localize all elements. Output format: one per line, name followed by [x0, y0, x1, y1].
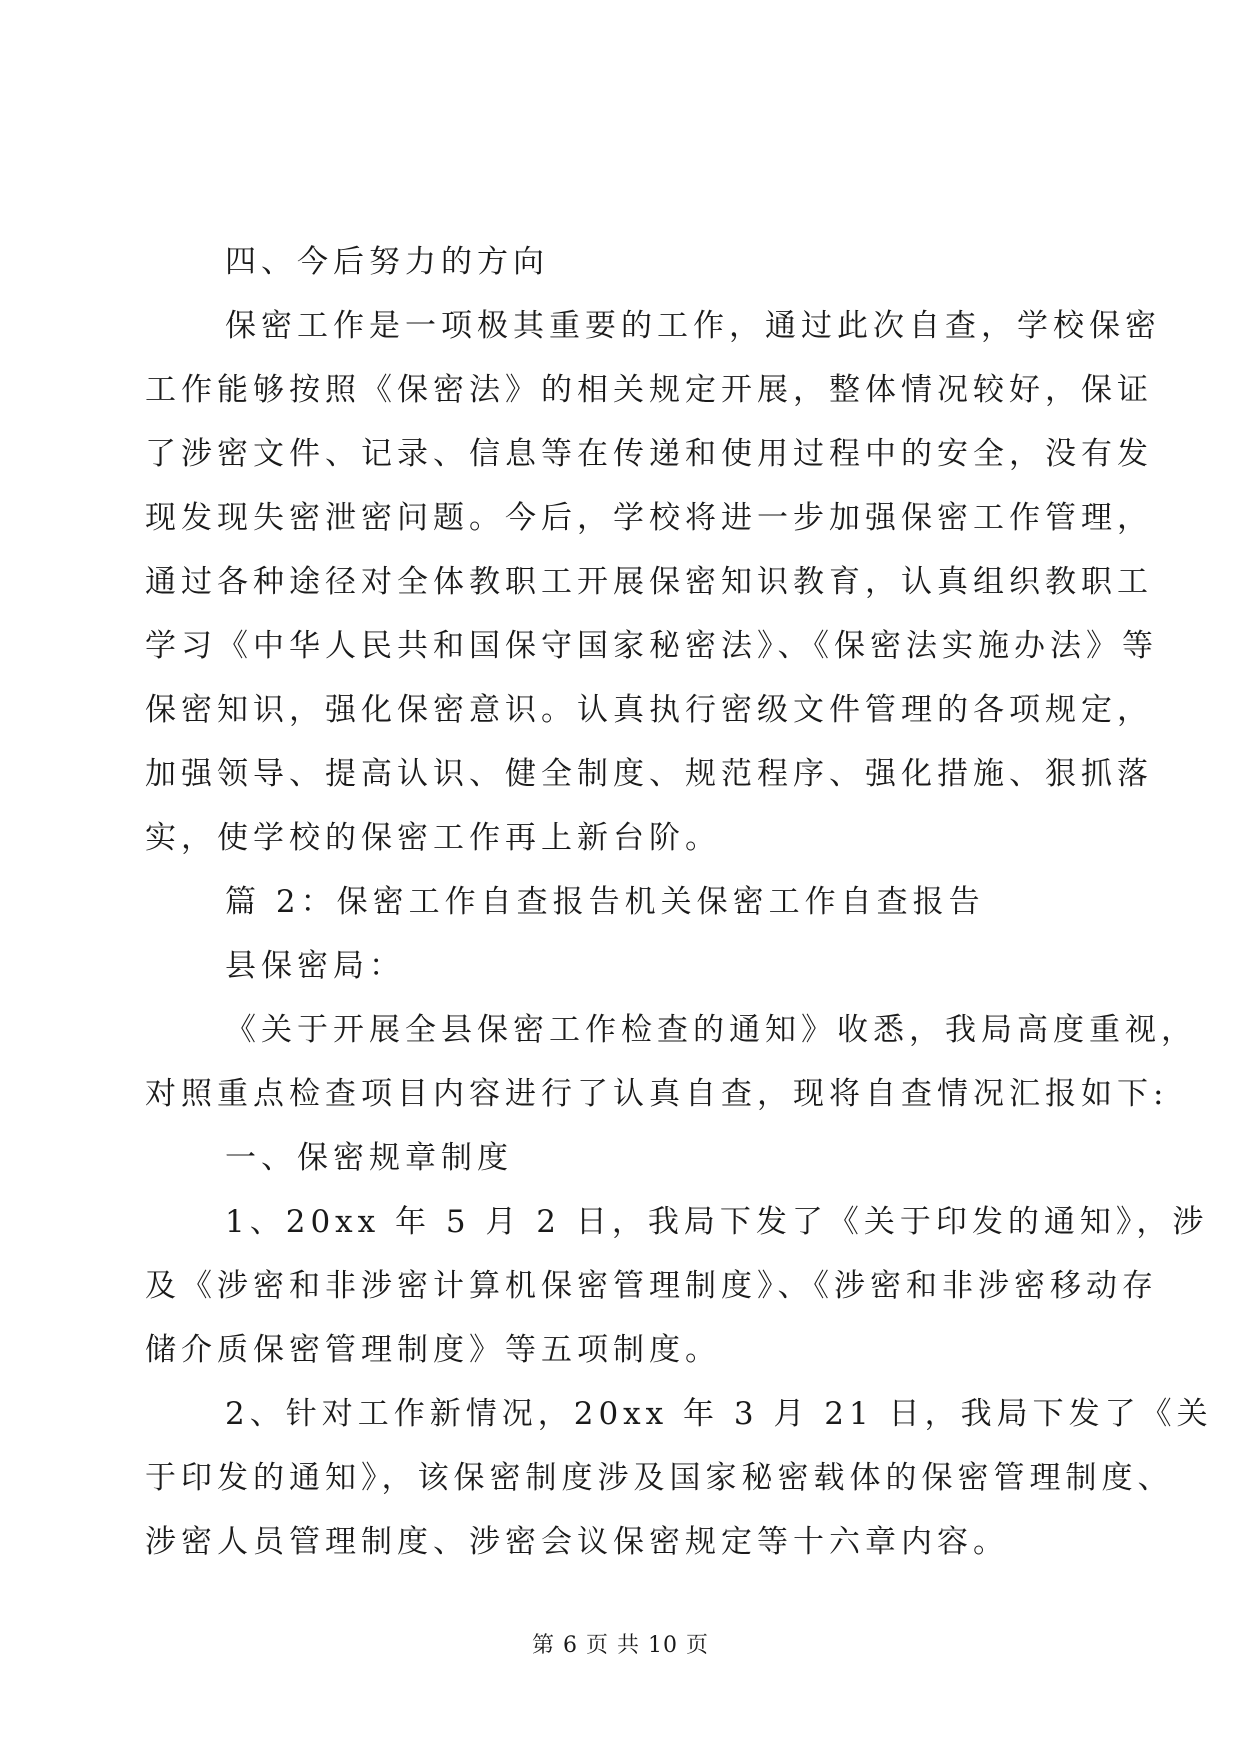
- paragraph-line: 通过各种途径对全体教职工开展保密知识教育，认真组织教职工: [145, 564, 1153, 600]
- paragraph-line: 现发现失密泄密问题。今后，学校将进一步加强保密工作管理，: [145, 500, 1153, 536]
- paragraph-line: 工作能够按照《保密法》的相关规定开展，整体情况较好，保证: [145, 372, 1153, 408]
- paragraph-line: 及《涉密和非涉密计算机保密管理制度》、《涉密和非涉密移动存: [145, 1268, 1158, 1304]
- paragraph-line: 2、针对工作新情况，20xx 年 3 月 21 日，我局下发了《关: [225, 1396, 1213, 1432]
- paragraph-line: 1、20xx 年 5 月 2 日，我局下发了《关于印发的通知》，涉: [225, 1204, 1209, 1240]
- paragraph-line: 学习《中华人民共和国保守国家秘密法》、《保密法实施办法》等: [145, 628, 1158, 664]
- paragraph-line: 《关于开展全县保密工作检查的通知》收悉，我局高度重视，: [225, 1012, 1197, 1048]
- document-body: [145, 230, 1213, 1574]
- paragraph-line: 涉密人员管理制度、涉密会议保密规定等十六章内容。: [145, 1524, 1009, 1560]
- section-heading: 四、今后努力的方向: [225, 244, 549, 280]
- paragraph-line: 保密知识，强化保密意识。认真执行密级文件管理的各项规定，: [145, 692, 1153, 728]
- section-heading: 一、保密规章制度: [225, 1140, 513, 1176]
- paragraph-line: 对照重点检查项目内容进行了认真自查，现将自查情况汇报如下:: [145, 1076, 1169, 1112]
- page-number: 第 6 页 共 10 页: [532, 1633, 709, 1658]
- paragraph-line: 了涉密文件、记录、信息等在传递和使用过程中的安全，没有发: [145, 436, 1153, 472]
- paragraph-line: 实，使学校的保密工作再上新台阶。: [145, 820, 721, 856]
- paragraph-line: 于印发的通知》，该保密制度涉及国家秘密载体的保密管理制度、: [145, 1460, 1174, 1496]
- paragraph-line: 加强领导、提高认识、健全制度、规范程序、强化措施、狠抓落: [145, 756, 1153, 792]
- paragraph-line: 储介质保密管理制度》等五项制度。: [145, 1332, 721, 1368]
- article-title: 篇 2：保密工作自查报告机关保密工作自查报告: [225, 884, 985, 920]
- paragraph-line: 保密工作是一项极其重要的工作，通过此次自查，学校保密: [225, 308, 1161, 344]
- addressee: 县保密局：: [225, 948, 405, 984]
